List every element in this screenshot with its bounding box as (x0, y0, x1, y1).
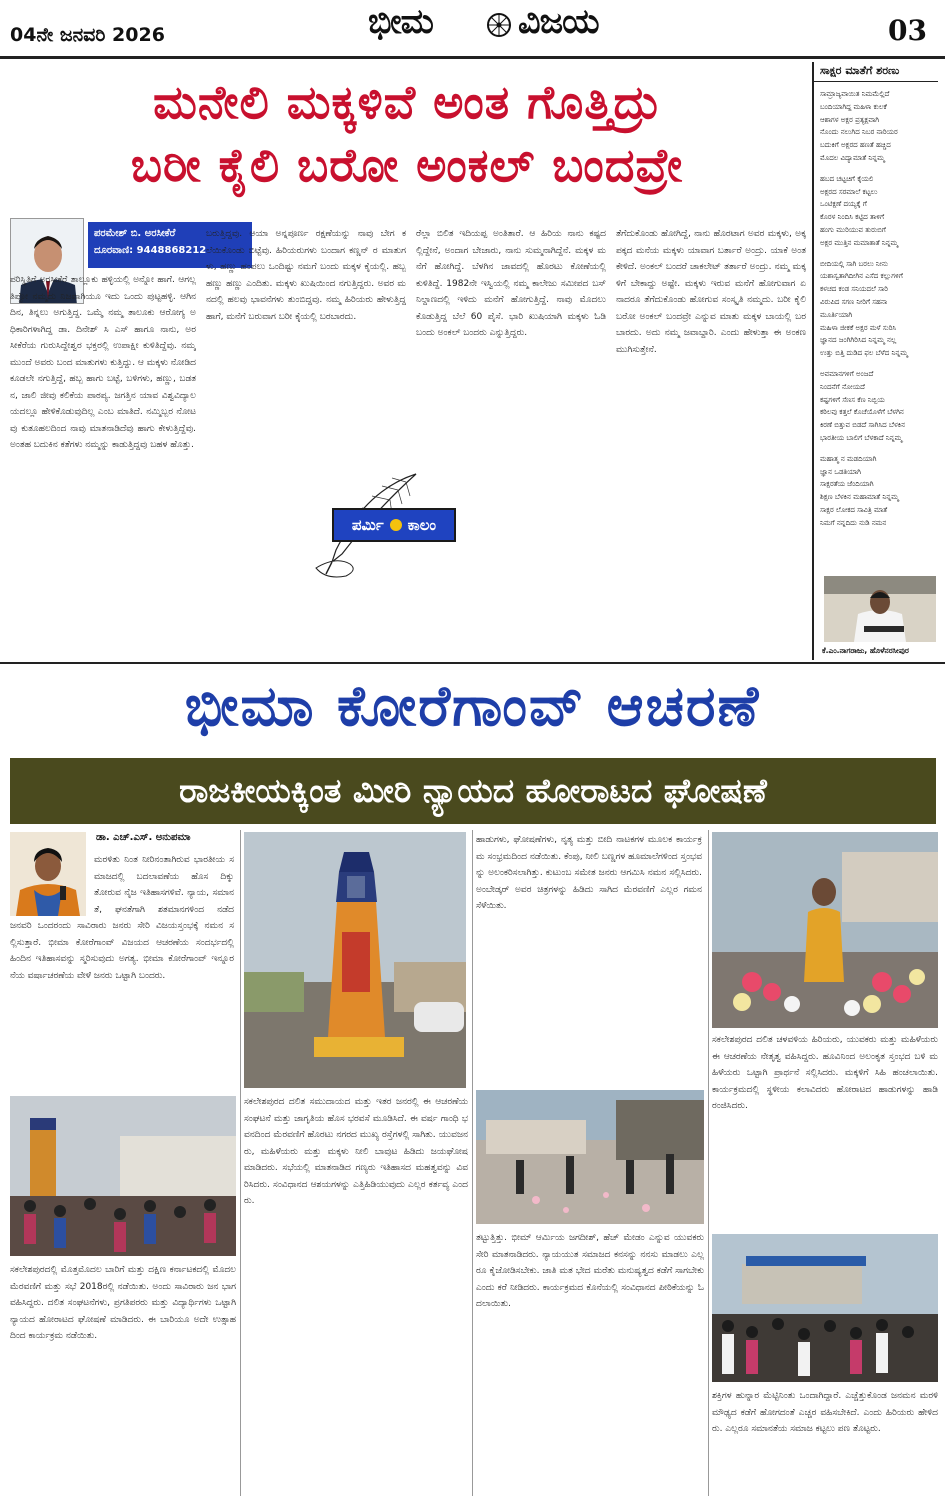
header-rule (0, 56, 945, 59)
column-badge-part1: ಪರ್ಮಿ (351, 516, 384, 534)
photo-rally-street (476, 1090, 704, 1224)
poem-line: ಕಳಚದ ಕಂಡ ಸನಿಯದಲೆ ಸಾರಿ (820, 285, 888, 294)
poem-line: ಯಶಾಸ್ವತಾಗಿದೀಗಿನ ಎಸೆದ ಕಲ್ಲುಗಳಿಗೆ (820, 272, 903, 281)
poem-line: ನೊಂದು ನಲುಗಿದ ನಿಬರ ನಾರಿಯರ (820, 128, 898, 137)
poem-line: ಹಬದ ಚಟ್ಟಚಿಗೆ ಕೈಯಲಿ (820, 174, 874, 183)
poem-line (820, 445, 934, 453)
article2-col1: ಜನವರಿ ಒಂದರಂದು ಸಾವಿರಾರು ಜನರು ಸೇರಿ ವಿಜಯಸ್ತಂಭಕ್ಕೆ ನಮನ ಸಲ್ಲಿಸುತ್ತಾರೆ. ಭೀಮಾ ಕೋರೆಗಾಂವ್ ವಿಜಯದ ಆಚರಣೆಯ ಸಂದರ್ಭದಲ್ಲಿ ಹಿಂದಿನ ಇತಿಹಾಸವನ್ನು ಸ್ಮರಿಸುವುದು ಅಗತ್ಯ. ಭೀಮಾ ಕೋರೆಗಾಂವ್ ಇನ್ನೂರನೆಯ ವರ್ಷಾಚರಣೆಯ ವೇಳೆ ಜನರು ಒಟ್ಟಾಗಿ ಬಂದರು. (10, 921, 234, 981)
author-photo-anupama (10, 832, 86, 916)
article1-col2-lower (206, 588, 406, 652)
poem-line (820, 360, 934, 368)
article2-col2: ಸಕಲೇಶಪುರದ ದಲಿತ ಸಮುದಾಯದ ಮತ್ತು ಇತರ ಜನರಲ್ಲಿ ಈ ಆಚರಣೆಯ ಸಂಘಟನೆ ಮತ್ತು ಜಾಗೃತಿಯ ಹೊಸ ಭರವಸೆ ಮೂಡಿಸಿದೆ. ಈ ವರ್ಷ ಗಾಂಧಿ ಭವನದಿಂದ ಮೆರವಣಿಗೆ ಹೊರಟು ನಗರದ ಮುಖ್ಯ ರಸ್ತೆಗಳಲ್ಲಿ ಸಾಗಿತು. ಯುವಜನರು, ಮಹಿಳೆಯರು ಮತ್ತು ಮಕ್ಕಳು ನೀಲಿ ಬಾವುಟ ಹಿಡಿದು ಜಯಘೋಷ ಮಾಡಿದರು. ಸಭೆಯಲ್ಲಿ ಮಾತನಾಡಿದ ಗಣ್ಯರು ಇತಿಹಾಸದ ಮಹತ್ವವನ್ನು ವಿವರಿಸಿದರು. ಸಂವಿಧಾನದ ಆಶಯಗಳನ್ನು ಎತ್ತಿಹಿಡಿಯುವುದು ಎಲ್ಲರ ಕರ್ತವ್ಯ ಎಂದರು. (244, 1097, 468, 1206)
header-bar (0, 0, 945, 58)
article1-headline (14, 72, 800, 202)
issue-date: 04ನೇ ಜನವರಿ 2026 (10, 24, 165, 46)
author-name: ಪರಮೇಶ್ ಬಿ. ಅರಸೀಕೆರೆ (94, 228, 176, 239)
poem-line: ಮಹಾತ್ಮ ನ ಮಡದಿಯಾಗಿ (820, 454, 877, 463)
column-rule (240, 830, 241, 1496)
poem-line: ಆಶಾಗಳ ಅಕ್ಷರ ಪ್ರತ್ಯಕ್ಷವಾಗಿ (820, 115, 880, 124)
poem-line: ಕಿರಣೆ ಬಿತ್ತುವ ಬಿಡದೆ ಸಾಗಿಸಿದ ಬೆಳಕಿನ (820, 421, 905, 430)
poet-credit: ಕೆ.ಎಂ.ನಾಗರಾಜು, ಹೊಳೆನರಸೀಪುರ (822, 646, 909, 655)
article2-subheadline: ರಾಜಕೀಯಕ್ಕಿಂತ ಮೀರಿ ನ್ಯಾಯದ ಹೋರಾಟದ ಘೋಷಣೆ (179, 771, 767, 810)
poet-photo (824, 576, 936, 642)
article2-col1-intro: ಮರಳಿತು ನಿಂತ ನೀರಿನಂತಾಗಿರುವ ಭಾರತೀಯ ಸಮಾಜದಲ್ಲಿ ಬದಲಾವಣೆಯ ಹೊಸ ದಿಕ್ಕು ತೋರುವ ನೈಜ ಇತಿಹಾಸಗಳಿವೆ. ನ್ಯಾಯ, ಸಮಾನತೆ, ಘನತೆಗಾಗಿ ಶತಮಾನಗಳಿಂದ ನಡೆದ (94, 855, 234, 914)
poem-line: ಹಂಗು ಮುರಿಯುವ ತುರುಬಿಗೆ (820, 225, 886, 234)
poem-line: ಮೂರ್ತಿಯಾಗಿ (820, 310, 853, 319)
article2-col3: ಹಾಡುಗಳು, ಘೋಷಣೆಗಳು, ನೃತ್ಯ ಮತ್ತು ಬೀದಿ ನಾಟಕಗಳ ಮೂಲಕ ಕಾರ್ಯಕ್ರಮ ಸಂಭ್ರಮದಿಂದ ನಡೆಯಿತು. ಕೆಂಪು, ನೀಲಿ ಬಣ್ಣಗಳ ಹೂಮಾಲೆಗಳಿಂದ ಸ್ತಂಭವನ್ನು ಅಲಂಕರಿಸಲಾಗಿತ್ತು. ಕುಟುಂಬ ಸಮೇತ ಜನರು ಆಗಮಿಸಿ ನಮನ ಸಲ್ಲಿಸಿದರು. ಅಂಬೇಡ್ಕರ್ ಅವರ ಚಿತ್ರಗಳನ್ನು ಹಿಡಿದು ಸಾಗಿದ ಮೆರವಣಿಗೆ ಎಲ್ಲರ ಗಮನ ಸೆಳೆಯಿತು. (476, 835, 702, 911)
poem-line (820, 250, 934, 258)
masthead-left: ಭೀಮ (368, 2, 433, 42)
phone-label: ದೂರವಾಣಿ: (94, 245, 134, 256)
poem-line: ಒಂಟಿಕ್ಷಣೆ ದಯ್ಯಕ್ಕೆ ಗೆ (820, 200, 867, 209)
poem-line: ಕಠಿಲವು ಕತ್ತಲೆ ಕೊಚೆಯೊಳೆಗೆ ಬೆಳಗಿನ (820, 408, 904, 417)
poem-lines (814, 82, 938, 530)
poem-line: ಜ್ಞಾನ ಒಡತಿಯಾಗಿ (820, 467, 861, 476)
poem-line: ಅಕ್ಷರದ ಸರಮಾಲೆ ಕಟ್ಟಲು (820, 187, 878, 196)
poem-line: ಸಾಮ್ರಾಜ್ಯವಾಯಿತ ನಿಮಮೆಲ್ಲಿದೆ (820, 90, 890, 98)
poem-line: ಬದುಕಿಗೆ ಅಕ್ಷರದ ಹಣತೆ ಹಚ್ಚಿದ (820, 141, 891, 150)
ashoka-chakra-icon (486, 12, 512, 42)
column-badge (332, 508, 456, 542)
photo-woman-with-flowers (712, 832, 938, 1028)
author2-name: ಡಾ. ಎಚ್.ಎಸ್. ಅನುಪಮಾ (96, 832, 191, 843)
photo-memorial-pillar (244, 832, 466, 1088)
article2-col4: ಸಕಲೇಶಪುರದ ದಲಿತ ಚಳವಳಿಯ ಹಿರಿಯರು, ಯುವಕರು ಮತ್ತು ಮಹಿಳೆಯರು ಈ ಆಚರಣೆಯ ನೇತೃತ್ವ ವಹಿಸಿದ್ದರು. ಹೂವಿನಿಂದ ಅಲಂಕೃತ ಸ್ತಂಭದ ಬಳಿ ಮಹಿಳೆಯರು ಒಟ್ಟಾಗಿ ಪ್ರಾರ್ಥನೆ ಸಲ್ಲಿಸಿದರು. ಮಕ್ಕಳಿಗೆ ಸಿಹಿ ಹಂಚಲಾಯಿತು. ಕಾರ್ಯಕ್ರಮದಲ್ಲಿ ಸ್ಥಳೀಯ ಕಲಾವಿದರು ಹೋರಾಟದ ಹಾಡುಗಳನ್ನು ಹಾಡಿ ರಂಜಿಸಿದರು. (712, 1035, 938, 1111)
page-number: 03 (888, 14, 927, 47)
column-rule (472, 830, 473, 1496)
photo-street-crowd (712, 1234, 938, 1382)
photo-crowd-gathering (10, 1096, 236, 1256)
poem-line: ಬೀದಿಯಲ್ಲಿ ಸಾಗಿ ಬರಲು ನೀನು (820, 259, 888, 268)
masthead (362, 2, 632, 52)
poem-line: ಅವಮಾನಗಳಿಗೆ ಅಂಜದೆ (820, 369, 874, 378)
poem-line: ಮೊದಲ ವಿದ್ಯಾಮಾತೆ ನಿನ್ನಮ್ಮ (820, 153, 885, 162)
article2-col1-lower: ಸಕಲೇಶಪುರದಲ್ಲಿ ಮೊತ್ತಮೊದಲ ಬಾರಿಗೆ ಮತ್ತು ದಕ್ಷಿಣ ಕರ್ನಾಟಕದಲ್ಲಿ ಮೊದಲ ಮೆರವಣಿಗೆ ಮತ್ತು ಸಭೆ 2018ರಲ್ಲಿ ನಡೆಯಿತು. ಅಂದು ಸಾವಿರಾರು ಜನ ಭಾಗವಹಿಸಿದ್ದರು. ದಲಿತ ಸಂಘಟನೆಗಳು, ಪ್ರಗತಿಪರರು ಮತ್ತು ವಿದ್ಯಾರ್ಥಿಗಳು ಒಟ್ಟಾಗಿ ನ್ಯಾಯದ ಹೋರಾಟದ ಘೋಷಣೆ ಮಾಡಿದರು. ಈ ಬಾರಿಯೂ ಅದೇ ಉತ್ಸಾಹದಿಂದ ಕಾರ್ಯಕ್ರಮ ನಡೆಯಿತು. (10, 1265, 236, 1341)
article2-headline: ಭೀಮಾ ಕೋರೆಗಾಂವ್ ಆಚರಣೆ (184, 674, 761, 739)
article1-headline-line1: ಮನೇಲಿ ಮಕ್ಕಳಿವೆ ಅಂತ ಗೊತ್ತಿದ್ರು (153, 75, 661, 129)
sidebar-title: ಸಾಕ್ಷರ ಮಾತೆಗೆ ಶರಣು (814, 62, 938, 82)
poem-line: ಕಷ್ಟಗಳಿಗೆ ಸೆಣಸ ಕೆಣ ನಿಬ್ಬಿಯ (820, 395, 885, 404)
phone-number: 9448868212 (136, 245, 207, 256)
article1-col4: ತೆಗೆದುಕೊಂಡು ಹೋಗಿದ್ದೆ, ನಾನು ಹೊರಟಾಗ ಅವರ ಮಕ್ಕಳು, ಅಕ್ಕ ಪಕ್ಕದ ಮನೆಯ ಮಕ್ಕಳು ಯಾವಾಗ ಬರ್ತಾರೆ ಅಂದ್ರು. ಯಾಕೆ ಅಂತ ಕೇಳಿದೆ. ಅಂಕಲ್ ಬಂದರೆ ಚಾಕಲೇಟ್ ತರ್ತಾರೆ ಅಂದ್ರು. ನಮ್ಮ ಮಕ್ಕಳಿಗೆ ಬೇಕಾದ್ದು ಅಷ್ಟೇ. ಮಕ್ಕಳು ಇರುವ ಮನೆಗೆ ಹೋಗುವಾಗ ಏನಾದರೂ ತೆಗೆದುಕೊಂಡು ಹೋಗುವ ಸಂಸ್ಕೃತಿ ನಮ್ಮದು. ಬರೀ ಕೈಲಿ ಬರೋ ಅಂಕಲ್ ಬಂದವ್ರೇ ಎನ್ನುವ ಮಾತು ಮಕ್ಕಳ ಬಾಯಲ್ಲಿ ಬರಬಾರದು. ಅದು ನಮ್ಮ ಜವಾಬ್ದಾರಿ. ಎಂದು ಹೇಳುತ್ತಾ ಈ ಅಂಕಣ ಮುಗಿಸುತ್ತೇನೆ. (616, 229, 806, 355)
poem-line: ಉತ್ತು ಬಿತ್ತಿ ದುಡಿದ ಫಲ ಬೆಳೆದ ನಿನ್ನಮ್ಮ (820, 349, 908, 358)
column-rule (708, 830, 709, 1496)
badge-divider-icon (390, 519, 402, 531)
poem-line: ಸಾಕ್ಷರ ಲೋಕದ ಸಾವಿತ್ರಿ ಮಾತೆ (820, 505, 888, 514)
poem-line: ನಿಮಗೆ ನನ್ನದಿದು ನುಡಿ ನಮನ (820, 518, 887, 527)
poem-line: ಶಿಕ್ಷಣ ಬೆಳಕಿನ ಮಹಾಮಾತೆ ನಿನ್ನಮ್ಮ (820, 493, 899, 502)
poem-line (820, 165, 934, 173)
column-badge-part2: ಕಾಲಂ (407, 516, 437, 534)
article1-headline-line2: ಬರೀ ಕೈಲಿ ಬರೋ ಅಂಕಲ್ ಬಂದವ್ರೇ (130, 138, 684, 192)
poem-line: ಜ್ಞಾನದ ಜಂಗಿಗಿರಿಸಿದ ನಿನ್ನಮ್ಮ ನಲ್ಲ (820, 336, 897, 345)
poem-line: ಸಾಕ್ಷರತೆಯ ಜೆಂದಿಯಾಗಿ (820, 480, 874, 489)
masthead-right: ವಿಜಯ (518, 2, 599, 42)
article1-col2: ಬರುತ್ತಿದ್ದವು. ಆಯಾ ಅನ್ನಪೂರ್ಣ ರಕ್ಷಣೆಯನ್ನು ನಾವು ಬೇಗ ಕಲೆಯಿಕೊಂಡು ಬಿಟ್ಟೆವು. ಹಿರಿಯರುಗಳು ಬಂದಾಗ ಕಣ್ಣನ್ ರ ಮಾತುಗಳು, ಹಣ್ಣು ಹಂಪಲು ಒಂದಿಷ್ಟು ನಮಗೆ ಬಂದು ಮಕ್ಕಳ ಕೈಯಲ್ಲಿ. ಹಬ್ಬ ಹಣ್ಣು ಹಣ್ಣು ಎಂದಿತು. ಮಕ್ಕಳು ಖುಷಿಯಿಂದ ನಗುತ್ತಿದ್ದರು. ಅವರ ಮನದಲ್ಲಿ ಹಲವು ಭಾವನೆಗಳು ತುಂಬಿದ್ದವು. ನಮ್ಮ ಹಿರಿಯರು ಹೇಳುತ್ತಿದ್ದ ಹಾಗೆ, ಮನೆಗೆ ಬರುವಾಗ ಬರೀ ಕೈಯಲ್ಲಿ ಬರಬಾರದು. (206, 229, 406, 322)
sidebar-poem (812, 62, 938, 660)
poem-line: ನಿಂದನೆಗೆ ನೋಯದೆ (820, 382, 865, 391)
poem-line: ಭಾರತೀಯ ಬಾಲಿಗೆ ಬೆಳಕಾದೆ ನಿನ್ನಮ್ಮ (820, 433, 903, 442)
section-rule (0, 662, 945, 664)
poem-line: ವಿರುಪಿದ ಸಗಣ ನೀರಿಗೆ ಸಹನಾ (820, 297, 888, 306)
article2-col4-lower: ಶಕ್ತಿಗಳ ಹುನ್ನಾರ ಮೆಟ್ಟಿನಿಂತು ಒಂದಾಗಿದ್ದಾರೆ. ಎಚ್ಚೆತ್ತುಕೊಂಡ ಜನಮನ ಮರಳಿ ಮೌಢ್ಯದ ಕಡೆಗೆ ಹೋಗದಂತೆ ಎಚ್ಚರ ವಹಿಸಬೇಕಿದೆ. ಎಂದು ಹಿರಿಯರು ಹೇಳಿದರು. ಎಲ್ಲರೂ ಸಮಾನತೆಯ ಸಮಾಜ ಕಟ್ಟಲು ಪಣ ತೊಟ್ಟರು. (712, 1391, 938, 1434)
article1-col3: ರೆಲ್ಲಾ ಬಿಲಿತ ಇದಿಯಪ್ಪ ಅಂತಿತಾರೆ. ಆ ಹಿರಿಯ ನಾನು ಕಷ್ಟದಲ್ಲಿದ್ದೇನೆ, ಅಂದಾಗ ಬೇಜಾರು, ನಾನು ಸುಮ್ಮನಾಗಿದ್ದೆನೆ. ಮಕ್ಕಳ ಮನೆಗೆ ಹೋಗಿದ್ದೆ. ಬೆಳಗಿನ ಜಾವದಲ್ಲಿ ಹೊರಟು ಕೋಣೆಯಲ್ಲಿ ಕುಳಿತಿದ್ದೆ. 1982ನೇ ಇಸ್ವಿಯಲ್ಲಿ ನಮ್ಮ ಕಾಲೇಜು ಸಮೀಪದ ಬಸ್ ನಿಲ್ದಾಣದಲ್ಲಿ ಇಳಿದು ಮನೆಗೆ ಹೋಗುತ್ತಿದ್ದೆ. ನಾವು ಮೊದಲು ಕೊಡುತ್ತಿದ್ದ ಬೆಲೆ 60 ಪೈಸೆ. ಭಾರಿ ಖುಷಿಯಾಗಿ ಮಕ್ಕಳು ಓಡಿ ಬಂದು ಅಂಕಲ್ ಬಂದರು ಎನ್ನುತ್ತಿದ್ದರು. (416, 229, 606, 338)
article1-col1: ಪರಿಸ್ಥಿತಿಗೆ ಅರಸೀಕೆರೆ ತಾಲ್ಲೂಕು ಹಳ್ಳಿಯಲ್ಲಿ ಅನ್ನೋ ಹಾಗೆ. ಆಗಲ್ಲ ತಿಪ್ಪೋ ನಮ್ಮದು ನಿಜವಾಗಿಯೂ ಇದು ಒಂದು ಪುಟ್ಟಹಳ್ಳಿ. ಆಗಿನ ದಿನ, ತಿನ್ನಲು ಅಗುತ್ತಿದ್ದ. ಒಮ್ಮೆ ನಮ್ಮ ತಾಲೂಕು ಆರೋಗ್ಯ ಅಧಿಕಾರಿಗಳಾಗಿದ್ದ ಡಾ. ದಿನೇಶ್ ಸಿ ಎಸ್ ಹಾಗೂ ನಾನು, ಅರಸೀಕೆರೆಯ ಗುರುಸಿದ್ದೇಶ್ವರ ಭಕ್ತರಲ್ಲಿ ಉಪಾಕ್ಷೀ ಕುಳಿತಿದ್ದೆವು. ನಮ್ಮ ಮುಂದೆ ಅವರು ಬಂದ ಮಾತುಗಳು ಕುತ್ತಿದ್ದು. ಆ ಮಕ್ಕಳು ನೋಡಿದ ಕೂಡಲೇ ನಗುತ್ತಿದ್ದೆ, ಹಬ್ಬ ಹಾಗು ಬಟ್ಟೆ, ಬಳಿಗಳು, ಹಣ್ಣು, ಬಡತನ, ಜಾಲಿ ಜೀವು ಕಲಿಕೆಯ ಪಾಠಪ್ಯ. ಜಗತ್ತಿನ ಯಾವ ವಿಶ್ವವಿದ್ಯಾಲಯದಲ್ಲೂ ಹೇಳಿಕೊಡುವುದಿಲ್ಲ ಎಂಬ ಮಾತಿದೆ. ನಮ್ಮಿಬ್ಬರ ನೋಟವು ಕುತೂಹಲದಿಂದ ನಾವು ಮಾತನಾಡಿದೆವು ಹಾಗು ಕೇಳುತ್ತಿದ್ದೆವು. ಅಂತಹ ಬದುಕಿನ ಕತೆಗಳು ನಮ್ಮನ್ನು ಕಾಡುತ್ತಿದ್ದವು ಬಹಳ ಹೊತ್ತು. (10, 275, 196, 450)
poem-line: ಅಕ್ಷರ ಮುತ್ತಿನ ಮಮಾತಾತೆ ನಿನ್ನಮ್ಮ (820, 238, 899, 247)
poem-line: ಮಹಿಳಾ ಜೀಕಕೆ ಅಕ್ಷರ ಮಳೆ ಸುರಿಸಿ (820, 323, 897, 332)
poem-line: ಕೊರಳ ನಿಂದಿಸಿ ಕಟ್ಟಿದ ತಾಳಿಗೆ (820, 213, 885, 222)
article2-col3-lower: ತಟ್ಟುತ್ತಿತ್ತು. ಭೀಮ್ ಆರ್ಮಿಯ ಜಗದೀಶ್, ಹೆಚ್ ಮೇಡಂ ಎನ್ನುವ ಯುವಕರು ಸೇರಿ ಮಾತನಾಡಿದರು. ನ್ಯಾಯಯುತ ಸಮಾಜದ ಕನಸನ್ನು ನನಸು ಮಾಡಲು ಎಲ್ಲರೂ ಕೈಜೋಡಿಸಬೇಕು. ಜಾತಿ ಮತ ಭೇದ ಮರೆತು ಮನುಷ್ಯತ್ವದ ಕಡೆಗೆ ಸಾಗಬೇಕು ಎಂದು ಕರೆ ನೀಡಿದರು. ಕಾರ್ಯಕ್ರಮದ ಕೊನೆಯಲ್ಲಿ ಸಂವಿಧಾನದ ಪೀಠಿಕೆಯನ್ನು ಓದಲಾಯಿತು. (476, 1233, 704, 1309)
poem-line: ಬಂದಿಯಾಗಿದ್ದ ಮಹಿಳಾ ಕುಲಕೆ (820, 102, 887, 111)
article2-subheadline-bar (10, 758, 936, 824)
